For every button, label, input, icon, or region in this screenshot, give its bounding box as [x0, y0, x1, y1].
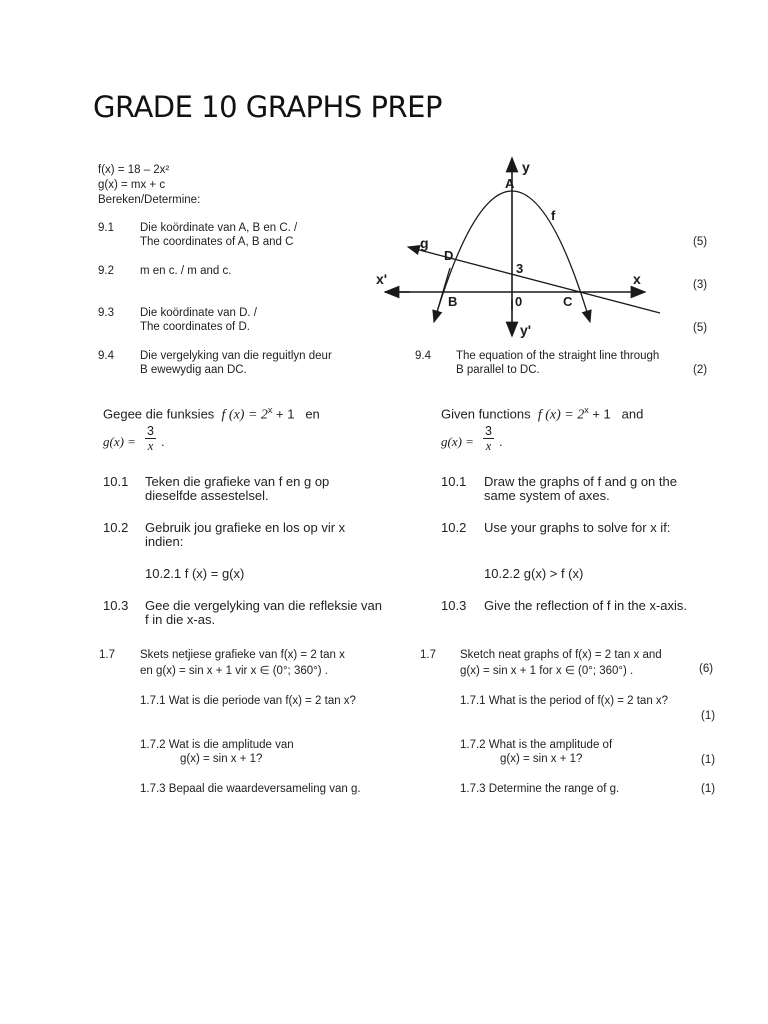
q9-3-line1: Die koördinate van D. / — [140, 307, 257, 319]
q10-af-exp: x — [267, 405, 273, 415]
q10-2-en-number: 10.2 — [441, 520, 467, 535]
q10-en-plus1: + 1 — [592, 406, 611, 422]
q1-7-3-en-marks: (1) — [701, 783, 716, 795]
label-y: y — [522, 159, 530, 175]
q10-af-f: f (x) = 2 — [221, 407, 268, 423]
q10-1-en-line2: same system of axes. — [484, 488, 610, 503]
q1-7-en-marks: (6) — [699, 663, 714, 675]
label-3: 3 — [516, 261, 524, 276]
q10-af-plus1: + 1 — [276, 406, 295, 422]
q1-7-2-en-line1: 1.7.2 What is the amplitude of — [460, 739, 613, 751]
q9-2-marks: (3) — [693, 279, 708, 291]
label-x: x — [633, 271, 641, 287]
q10-en-fraction — [483, 424, 494, 454]
q10-1-af-number: 10.1 — [103, 474, 129, 489]
label-f: f — [551, 208, 556, 223]
page-title: GRADE 10 GRAPHS PREP — [93, 90, 442, 124]
q9-4-number: 9.4 — [98, 350, 114, 362]
q10-af-frac-num: 3 — [147, 424, 154, 438]
q10-2-af-number: 10.2 — [103, 520, 129, 535]
q1-7-2-af-line2: g(x) = sin x + 1? — [180, 753, 263, 765]
q9-4-line1: Die vergelyking van die reguitlyn deur — [140, 350, 332, 362]
q9-4-en-line2: B parallel to DC. — [456, 364, 540, 376]
q1-7-1-af: 1.7.1 Wat is die periode van f(x) = 2 tan x? — [140, 695, 356, 707]
label-B: B — [448, 294, 458, 309]
q10-af-given-text: Gegee die funksies — [103, 406, 215, 422]
q9-3-marks: (5) — [693, 322, 708, 334]
g-definition: g(x) = mx + c — [98, 179, 166, 191]
q1-7-af-line2: en g(x) = sin x + 1 vir x ∈ (0°; 360°) . — [140, 665, 328, 677]
q10-en-dot: . — [499, 434, 503, 449]
label-D: D — [444, 248, 454, 263]
q1-7-2-af-line1: 1.7.2 Wat is die amplitude van — [140, 739, 294, 751]
q1-7-af-number: 1.7 — [99, 649, 115, 661]
q1-7-3-af: 1.7.3 Bepaal die waardeversameling van g. — [140, 783, 361, 795]
q1-7-en-line1: Sketch neat graphs of f(x) = 2 tan x and — [460, 649, 662, 661]
q10-1-af-line2: dieselfde assestelsel. — [145, 488, 269, 503]
label-x-neg: x' — [376, 271, 388, 287]
q10-2-2: 10.2.2 g(x) > f (x) — [484, 566, 584, 581]
q10-en-f: f (x) = 2 — [537, 407, 585, 423]
q1-7-en-number: 1.7 — [420, 649, 436, 661]
q9-4-line2: B ewewydig aan DC. — [140, 364, 247, 376]
q10-en-conj: and — [621, 406, 644, 422]
q10-3-af-line2: f in die x-as. — [145, 612, 216, 627]
q10-af-frac-den: x — [147, 439, 154, 453]
q10-en-frac-den: x — [485, 439, 492, 453]
q10-en-frac-num: 3 — [485, 424, 492, 438]
q9-2-line1: m en c. / m and c. — [140, 265, 232, 277]
q9-1-line1: Die koördinate van A, B en C. / — [140, 222, 298, 234]
label-C: C — [563, 294, 573, 309]
q10-en-exp: x — [584, 405, 589, 415]
q10-3-en-number: 10.3 — [441, 598, 467, 613]
q10-en-given-text: Given functions — [441, 406, 531, 422]
q9-4-en-number: 9.4 — [415, 350, 431, 362]
q10-2-1: 10.2.1 f (x) = g(x) — [145, 566, 245, 581]
q10-af-g-lhs: g(x) = — [103, 434, 136, 449]
q9-3-number: 9.3 — [98, 307, 114, 319]
q10-2-af-line2: indien: — [145, 534, 184, 549]
q9-1-marks: (5) — [693, 236, 708, 248]
q1-7-2-en-marks: (1) — [701, 754, 716, 766]
q10-af-conj: en — [305, 406, 320, 422]
q1-7-en-line2: g(x) = sin x + 1 for x ∈ (0°; 360°) . — [460, 665, 634, 677]
q10-1-af-line1: Teken die grafieke van f en g op — [145, 474, 330, 489]
q10-en-given — [441, 405, 643, 423]
f-definition: f(x) = 18 – 2x² — [98, 164, 170, 176]
q10-2-en-line1: Use your graphs to solve for x if: — [484, 520, 671, 535]
q1-7-2-en-line2: g(x) = sin x + 1? — [500, 753, 583, 765]
q10-en-g-lhs: g(x) = — [441, 434, 474, 449]
q10-3-af-line1: Gee die vergelyking van die refleksie van — [145, 598, 383, 613]
label-y-neg: y' — [520, 322, 532, 338]
q9-1-line2: The coordinates of A, B and C — [140, 236, 294, 248]
q10-1-en-number: 10.1 — [441, 474, 467, 489]
q10-3-en-line1: Give the reflection of f in the x-axis. — [484, 598, 688, 613]
q9-2-number: 9.2 — [98, 265, 114, 277]
q10-af-fraction — [145, 424, 156, 454]
label-A: A — [505, 176, 515, 191]
parabola-line-graph — [370, 150, 670, 345]
q9-1-number: 9.1 — [98, 222, 114, 234]
q10-af-dot: . — [161, 434, 165, 449]
q9-3-line2: The coordinates of D. — [140, 321, 250, 333]
q9-4-en-line1: The equation of the straight line through — [456, 350, 660, 362]
q10-1-en-line1: Draw the graphs of f and g on the — [484, 474, 677, 489]
q1-7-1-en: 1.7.1 What is the period of f(x) = 2 tan x? — [460, 695, 669, 707]
q10-2-af-line1: Gebruik jou grafieke en los op vir x — [145, 520, 346, 535]
q10-3-af-number: 10.3 — [103, 598, 129, 613]
label-0: 0 — [515, 294, 523, 309]
q1-7-3-en: 1.7.3 Determine the range of g. — [460, 783, 620, 795]
q1-7-1-en-marks: (1) — [701, 710, 716, 722]
q9-instruction: Bereken/Determine: — [98, 194, 201, 206]
label-g: g — [420, 235, 429, 251]
q1-7-af-line1: Skets netjiese grafieke van f(x) = 2 tan x — [140, 649, 345, 661]
q9-4-en-marks: (2) — [693, 364, 708, 376]
q10-af-given — [103, 405, 320, 423]
